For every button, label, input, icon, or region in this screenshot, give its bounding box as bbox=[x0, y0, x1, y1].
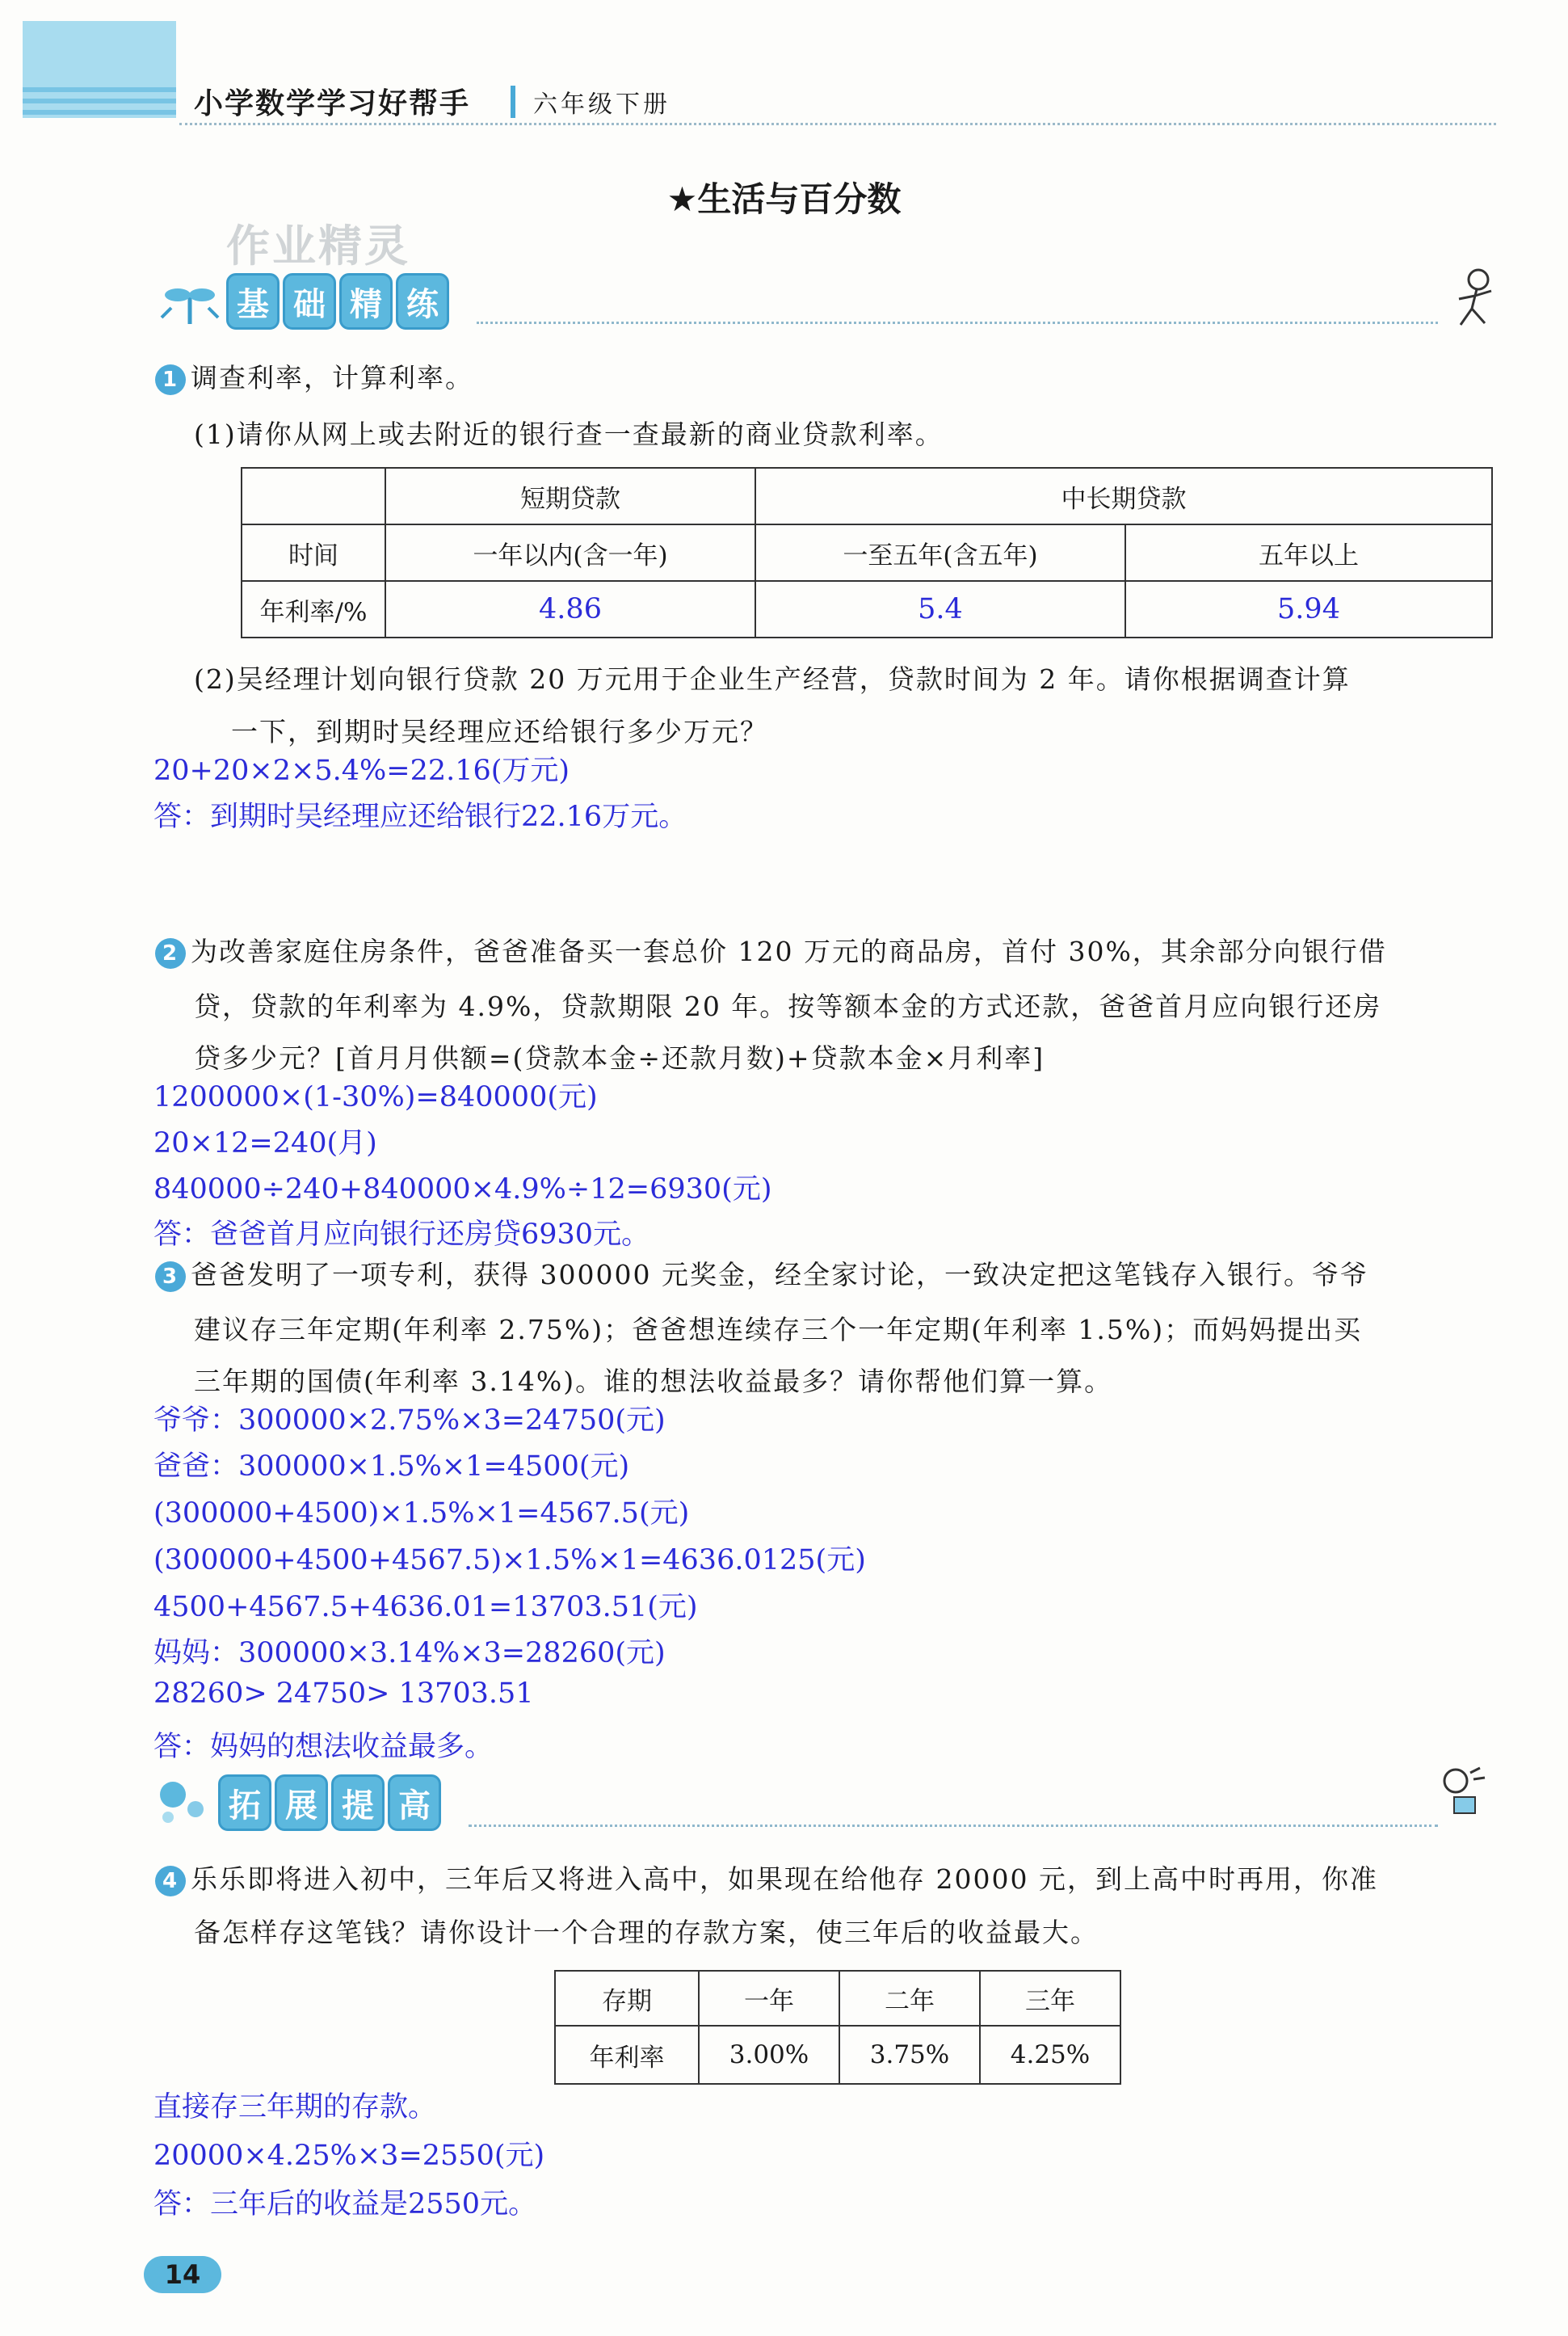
table-row-label: 年利率/% bbox=[242, 581, 385, 638]
banner-char: 练 bbox=[396, 273, 449, 330]
question-1-part2: (2)吴经理计划向银行贷款 20 万元用于企业生产经营，贷款时间为 2 年。请你根据调查计算 bbox=[194, 663, 1351, 695]
header-stripe bbox=[23, 99, 176, 103]
page-number: 14 bbox=[144, 2256, 221, 2293]
table-cell: 一年以内(含一年) bbox=[385, 524, 755, 581]
rate-value: 5.4 bbox=[755, 581, 1125, 638]
banner-char: 基 bbox=[226, 273, 280, 330]
answer-line: 20+20×2×5.4%=22.16(万元) bbox=[153, 755, 570, 787]
answer-line: 爸爸：300000×1.5%×1=4500(元) bbox=[153, 1450, 630, 1483]
rate-value: 4.86 bbox=[385, 581, 755, 638]
answer-line: 20000×4.25%×3=2550(元) bbox=[153, 2140, 545, 2172]
header-decoration bbox=[23, 21, 176, 118]
section-banner-basic bbox=[153, 273, 449, 330]
answer-line: 爷爷：300000×2.75%×3=24750(元) bbox=[153, 1404, 666, 1437]
question-2-line bbox=[155, 931, 1387, 969]
answer-line: 答：爸爸首月应向银行还房贷6930元。 bbox=[153, 1219, 650, 1251]
answer-line: 直接存三年期的存款。 bbox=[153, 2091, 437, 2123]
question-4-line: 备怎样存这笔钱？请你设计一个合理的存款方案，使三年后的收益最大。 bbox=[194, 1917, 1099, 1948]
sprout-icon bbox=[153, 277, 226, 326]
table-row-label: 时间 bbox=[242, 524, 385, 581]
table-cell: 3.75% bbox=[839, 2026, 980, 2084]
table-cell: 4.25% bbox=[980, 2026, 1120, 2084]
table-header-long: 中长期贷款 bbox=[755, 468, 1492, 524]
table-cell: 3.00% bbox=[699, 2026, 839, 2084]
question-1-part2: 一下，到期时吴经理应还给银行多少万元？ bbox=[231, 716, 768, 747]
rate-value: 5.94 bbox=[1125, 581, 1492, 638]
question-number-badge: 4 bbox=[155, 1866, 186, 1896]
question-2-text: 为改善家庭住房条件，爸爸准备买一套总价 120 万元的商品房，首付 30%，其余部分向银行借 bbox=[191, 936, 1387, 967]
running-kid-icon bbox=[1446, 267, 1503, 331]
banner-char: 展 bbox=[275, 1774, 328, 1831]
page-title: ★生活与百分数 bbox=[666, 179, 902, 219]
table-cell bbox=[242, 468, 385, 524]
banner-char: 精 bbox=[339, 273, 393, 330]
answer-line: 28260> 24750> 13703.51 bbox=[153, 1677, 534, 1710]
header-dotted-rule bbox=[179, 123, 1496, 125]
table-cell: 五年以上 bbox=[1125, 524, 1492, 581]
table-header: 三年 bbox=[980, 1971, 1120, 2026]
question-1-text: 调查利率，计算利率。 bbox=[191, 362, 473, 394]
banner-char: 高 bbox=[388, 1774, 441, 1831]
table-header: 存期 bbox=[555, 1971, 699, 2026]
question-3-line: 三年期的国债(年利率 3.14%)。谁的想法收益最多？请你帮他们算一算。 bbox=[194, 1366, 1113, 1397]
watermark: 作业精灵 bbox=[226, 221, 410, 271]
question-3-text: 爸爸发明了一项专利，获得 300000 元奖金，经全家讨论，一致决定把这笔钱存入银行。爷爷 bbox=[191, 1259, 1368, 1290]
question-number-badge: 1 bbox=[155, 364, 186, 395]
answer-line: 1200000×(1-30%)=840000(元) bbox=[153, 1081, 598, 1113]
answer-line: 妈妈：300000×3.14%×3=28260(元) bbox=[153, 1637, 666, 1669]
question-1-title bbox=[155, 357, 473, 395]
table-cell: 一至五年(含五年) bbox=[755, 524, 1125, 581]
answer-line: 840000÷240+840000×4.9%÷12=6930(元) bbox=[153, 1173, 772, 1206]
question-3-line bbox=[155, 1254, 1368, 1292]
question-1-part1: (1)请你从网上或去附近的银行查一查最新的商业贷款利率。 bbox=[194, 419, 944, 450]
answer-line: 答：三年后的收益是2550元。 bbox=[153, 2188, 537, 2220]
section-dotted-rule bbox=[477, 322, 1438, 324]
bubbles-icon bbox=[153, 1777, 218, 1829]
kid-reading-icon bbox=[1430, 1765, 1494, 1829]
section-banner-extend bbox=[153, 1774, 441, 1831]
table-header: 二年 bbox=[839, 1971, 980, 2026]
table-header-short: 短期贷款 bbox=[385, 468, 755, 524]
header-divider bbox=[511, 86, 515, 118]
book-subtitle: 六年级下册 bbox=[533, 90, 670, 119]
answer-line: 4500+4567.5+4636.01=13703.51(元) bbox=[153, 1591, 698, 1623]
question-number-badge: 3 bbox=[155, 1261, 186, 1292]
question-number-badge: 2 bbox=[155, 938, 186, 969]
question-4-text: 乐乐即将进入初中，三年后又将进入高中，如果现在给他存 20000 元，到上高中时再用，你准 bbox=[191, 1863, 1378, 1895]
book-title: 小学数学学习好帮手 bbox=[194, 87, 471, 120]
header-stripe bbox=[23, 87, 176, 92]
banner-char: 础 bbox=[283, 273, 336, 330]
banner-char: 拓 bbox=[218, 1774, 271, 1831]
answer-line: (300000+4500+4567.5)×1.5%×1=4636.0125(元) bbox=[153, 1544, 866, 1576]
table-row-label: 年利率 bbox=[555, 2026, 699, 2084]
deposit-rate-table bbox=[554, 1970, 1121, 2085]
section-dotted-rule bbox=[469, 1825, 1438, 1827]
question-4-line bbox=[155, 1858, 1378, 1896]
loan-rate-table bbox=[241, 467, 1493, 638]
question-3-line: 建议存三年定期(年利率 2.75%)；爸爸想连续存三个一年定期(年利率 1.5%)；而妈妈提出买 bbox=[194, 1314, 1363, 1345]
answer-line: (300000+4500)×1.5%×1=4567.5(元) bbox=[153, 1497, 690, 1530]
question-2-line: 贷，贷款的年利率为 4.9%，贷款期限 20 年。按等额本金的方式还款，爸爸首月应向银行还房 bbox=[194, 991, 1382, 1022]
answer-line: 20×12=240(月) bbox=[153, 1127, 377, 1160]
answer-line: 答：到期时吴经理应还给银行22.16万元。 bbox=[153, 801, 687, 833]
answer-line: 答：妈妈的想法收益最多。 bbox=[153, 1731, 494, 1763]
header-stripe bbox=[23, 110, 176, 115]
question-2-line: 贷多少元？[首月月供额=(贷款本金÷还款月数)+贷款本金×月利率] bbox=[194, 1042, 1045, 1074]
table-header: 一年 bbox=[699, 1971, 839, 2026]
banner-char: 提 bbox=[331, 1774, 385, 1831]
